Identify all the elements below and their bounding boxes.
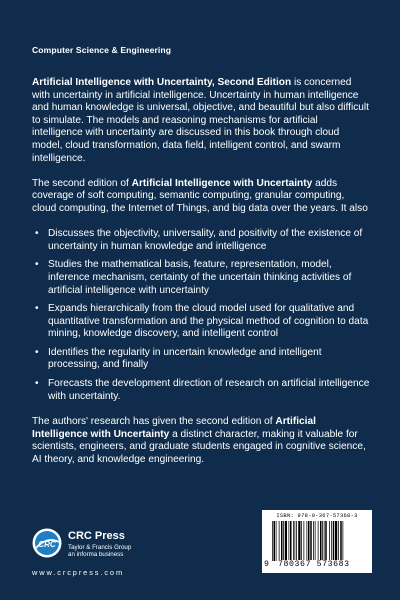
barcode-bar	[307, 521, 308, 561]
barcode-bar	[308, 521, 310, 561]
isbn-number: ISBN: 978-0-367-57368-3	[276, 513, 358, 519]
barcode-graphic	[271, 521, 368, 563]
barcode-bar	[310, 521, 312, 561]
barcode-bar	[298, 521, 300, 561]
barcode-bar	[290, 521, 292, 561]
closing-text: a distinct character, making it valuable for scientists, engineers, and graduate students engaged in cognitive science, AI theory, and knowledge engineering.	[32, 428, 366, 466]
feature-text: Identifies the regularity in uncertain knowledge and intelligent processing, and finally	[48, 346, 322, 371]
feature-text: Studies the mathematical basis, feature, representation, model, inference mechanism, certainty of the uncertain thinking activities of artificial intelligence with uncertainty	[48, 259, 352, 296]
barcode-bar	[296, 521, 297, 561]
crc-press-logo-icon	[32, 528, 62, 558]
barcode-bar	[324, 521, 325, 561]
second-edition-paragraph	[32, 178, 370, 216]
barcode-bar	[276, 521, 277, 561]
barcode-bar	[320, 521, 322, 561]
bullet-icon: •	[35, 346, 39, 358]
logo-text: CRC	[38, 540, 56, 549]
feature-item	[32, 228, 370, 253]
closing-book-title: Artificial Intelligence with Uncertainty	[32, 416, 316, 440]
barcode-bar	[289, 521, 290, 561]
closing-paragraph	[32, 416, 370, 466]
description-block	[32, 77, 370, 479]
second-book-title: Artificial Intelligence with Uncertainty	[131, 177, 313, 189]
barcode-bar	[329, 521, 330, 561]
barcode-bar	[304, 521, 305, 561]
barcode-bar	[325, 521, 327, 561]
barcode-bar	[338, 521, 339, 561]
barcode-bar	[279, 521, 280, 561]
barcode-bar	[285, 521, 287, 561]
barcode-bar	[274, 521, 276, 561]
feature-item	[32, 259, 370, 297]
barcode-bar	[293, 521, 294, 561]
barcode-bar	[272, 521, 273, 561]
ean-digits: 780367 573683	[278, 560, 350, 569]
barcode-bar	[318, 521, 319, 561]
intro-book-title: Artificial Intelligence with Uncertainty, Second Edition	[32, 77, 292, 88]
intro-text: is concerned with uncertainty in artificial intelligence. Uncertainty in human intelligence and human knowledge is universal, objective, and beautiful but also difficult to simulate. The models and reasoning mechanisms for artificial intelligence with uncertainty are discussed in this book through cloud model, cloud transformation, data field, intelligent control, and swarm intelligence.	[32, 77, 369, 164]
barcode-bar	[283, 521, 284, 561]
barcode-bar	[322, 521, 323, 561]
publisher-name: CRC Press	[68, 530, 125, 542]
bullet-icon: •	[35, 259, 39, 271]
publisher-block	[32, 528, 182, 578]
barcode-bar	[295, 521, 296, 561]
barcode-bar	[315, 521, 316, 561]
ean-first-digit: 9	[264, 560, 269, 569]
second-lead: The second edition of	[32, 177, 132, 189]
feature-list	[32, 228, 370, 403]
bullet-icon: •	[35, 378, 39, 390]
barcode-bar	[335, 521, 337, 561]
feature-text: Forecasts the development direction of research on artificial intelligence with uncertainty.	[48, 378, 370, 402]
barcode-bar	[301, 521, 302, 561]
feature-item	[32, 303, 370, 341]
publisher-url[interactable]: www.crcpress.com	[32, 568, 124, 577]
barcode-bar	[331, 521, 332, 561]
category-label: Computer Science & Engineering	[32, 45, 172, 55]
feature-text: Expands hierarchically from the cloud model used for qualitative and quantitative transformation and the physical method of cognition to data mining, knowledge discovery, and intelligent control	[48, 303, 369, 340]
barcode-bar	[340, 521, 342, 561]
publisher-group: Taylor & Francis Group	[68, 544, 132, 551]
publisher-tagline: an informa business	[68, 551, 124, 558]
closing-lead: The authors' research has given the second edition of	[32, 416, 276, 428]
feature-text: Discusses the objectivity, universality, and positivity of the existence of uncertainty in human knowledge and intelligence	[48, 228, 363, 252]
barcode-bar	[313, 521, 314, 561]
bullet-icon: •	[35, 303, 39, 315]
bullet-icon: •	[35, 228, 39, 240]
second-text: adds coverage of soft computing, semantic computing, granular computing, cloud computing, the Internet of Things, and big data over the years. It also	[32, 177, 368, 214]
barcode-bar	[333, 521, 335, 561]
barcode-bar	[281, 521, 283, 561]
feature-item	[32, 347, 370, 372]
feature-item	[32, 378, 370, 403]
isbn-barcode	[262, 510, 372, 573]
intro-paragraph	[32, 77, 370, 165]
barcode-bars	[271, 521, 368, 563]
barcode-bar	[343, 521, 344, 561]
